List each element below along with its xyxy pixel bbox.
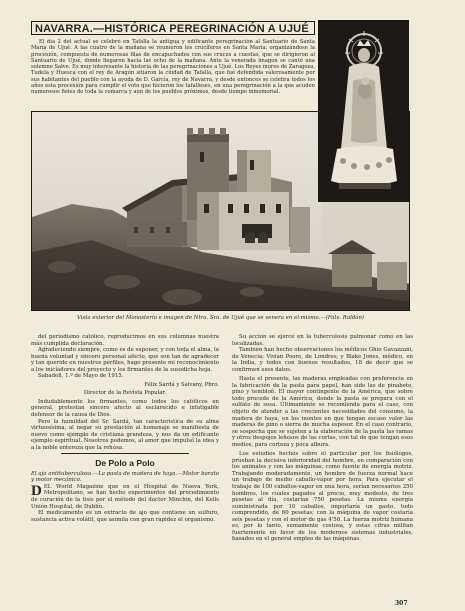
left-paragraph: Agradeciendo siempre, como es de suponer, y con toda el alma, la buena voluntad y sincero personal afecto, que son tan de agradecer y tan querido en nuestros perfiles, hago presente mi reconocimiento a los iniciadores del proyecto y los firmantes de la susodicha hoja. [31,347,219,373]
photo-caption: Vista exterior del Monasterio e imagen de Ntra. Sra. de Ujué que se venera en el mismo.—(Fots. Roldán) [76,315,365,321]
left-paragraph: del periodismo católico, reproducimos en sus columnas nuestra más cumplida declaración. [31,334,219,347]
right-paragraph: Hasta el presente, las maderas empleadas con preferencia en la fabricación de la pasta para papel, han sido las de pinabete, pino y tembloñ. El mayor contingente de la América, que sobre todo procede de la América, donde la pasta se prepara con el sulfato de sosa. Últimamente se recomienda para el caso, con objeto de atender a las crecientes necesidades del consumo, la madera de haya, en los montes en que tengan escaso valor las maderas de pino o sierra de mucha espesor. En el caso contrario, se sospecha que se sujeten a la elaboración de la pasta las ramas y otros despojos leñosos de las cortas, con tal de que tengan esos medios, para corteza y poca albura. [232,376,413,448]
article-title: NAVARRA.—HISTÓRICA PEREGRINACIÓN A UJUÉ [31,21,315,35]
signature: Félix Sardá y Salvany, Pbro. [144,381,219,388]
section-body-2: El medicamento es un extracto de ajo que contiene un sulfuro, sustancia activa volátil, que asimila con gran rapidez el organismo. [31,510,219,523]
date-line: Sabadell, 1.º de Mayo de 1915. [38,373,124,380]
left-paragraph: Indudablemente los firmantes, como todos los católicos en general, protestan sincero afecto al esclarecido e infatigable defensor de la causa de Dios. [31,398,219,419]
virgin-statue-photo [318,20,409,202]
right-paragraph: Los estudios hechos sobre el particular por los fisiólogos, prueban la decisiva inferioridad del hombre, en comparación con los animales y con las máquinas, como fuente de energía motriz. Trabajando moderadamente, un hombre de fuerza normal hace un trabajo de medio caballo-vapor por hora. Para ejecutar el trabajo de 100 caballos-vapor en una hora, serían necesarios 250 hombres, los cuales pagados al precio, muy modesto, de tres pesetas al día, costarían 750 pesetas. La misma energía suministrada por 10 caballos, importaría un gasto, todo comprendido, de 60 pesetas; con la máquina de vapor costaría seis pesetas y con el motor de gas 4'50. La fuerza motriz humana es, por lo tanto, sumamente costosa, y estas cifras militan fuertemente en favor de los modernos sistemas industriales, basados en el general empleo de las máquinas. [232,451,413,543]
right-paragraph: Su acción se ejerce en la tuberculosis pulmonar como en las localizadas. [232,334,413,347]
signature-role: Director de la Revista Popular. [83,390,167,397]
section-divider [61,453,189,454]
section-title: De Polo a Polo [95,458,155,469]
right-column [232,334,413,604]
section-body-text: EL World Magazine que en el Hospital de Nueva York, Metropolitano, se han hecho experimentos del procedimiento de curación de la tisis por el método del doctor Minchin, del Kells Unión Hospital, de Dublín. [31,483,219,510]
intro-paragraph: El día 2 del actual se celebró en Tafalla la antigua y edificante peregrinación al Santuario de Santa María de Ujué. A las cuatro de la mañana se reunieron los crucíferos en Santa María; organizándose la procesión, compuesta de numerosas filas de encapuchados con sus cruces a cuestas, que se dirigieron al Santuario de Ujué, donde llegaron hacia las ocho de la mañana. Ante la venerada imagen se cantó una solemne Salve. Es muy interesante la historia de las peregrinaciones a Ujué. Los Reyes moros de Zaragoza, Tudela y Huesca con el rey de Aragón sitiaron la ciudad de Tafalla, que fué defendida valerosamente por sus habitantes del pueblo con la ayuda de D. García, rey de Navarra, y desde entonces se celebra todos los años esta procesión para cumplir el voto que hicieron los tafalleses, en una peregrinación a la que acuden numerosos fieles de toda la comarca y aun de los pueblos próximos, desde tiempo inmemorial. [31,39,315,96]
page-number: 307 [395,600,408,607]
section-body [31,484,219,510]
left-paragraph: Pero la humildad del Sr. Sardá, tan característica de su alma virtuosísima, al negar su prestación al homenaje se manifiesta de nuevo como ejemplo de cristiana grandeza, y nos da un edificante ejemplo espiritual. Nosotros podemos, al amor que impulsó la idea y a la noble entereza que la rehúsa. [31,418,219,451]
left-column [31,334,219,610]
section-lead: El ajo antituberculoso.—La pasta de madera de haya.—Motor barato y motor mecánico. [31,470,219,484]
intro-text [31,39,315,109]
right-paragraph: También han hecho observaciones los médicos Ghio Gavazzani, de Venecia; Vivian Poore, de Londres, y Blake Jones, médico, en la India, y todos con buenos resultados, 18 de decir que se confirmen esos datos. [232,347,413,373]
drop-cap: D [31,482,42,499]
virgin-statue-illustration [319,21,409,202]
